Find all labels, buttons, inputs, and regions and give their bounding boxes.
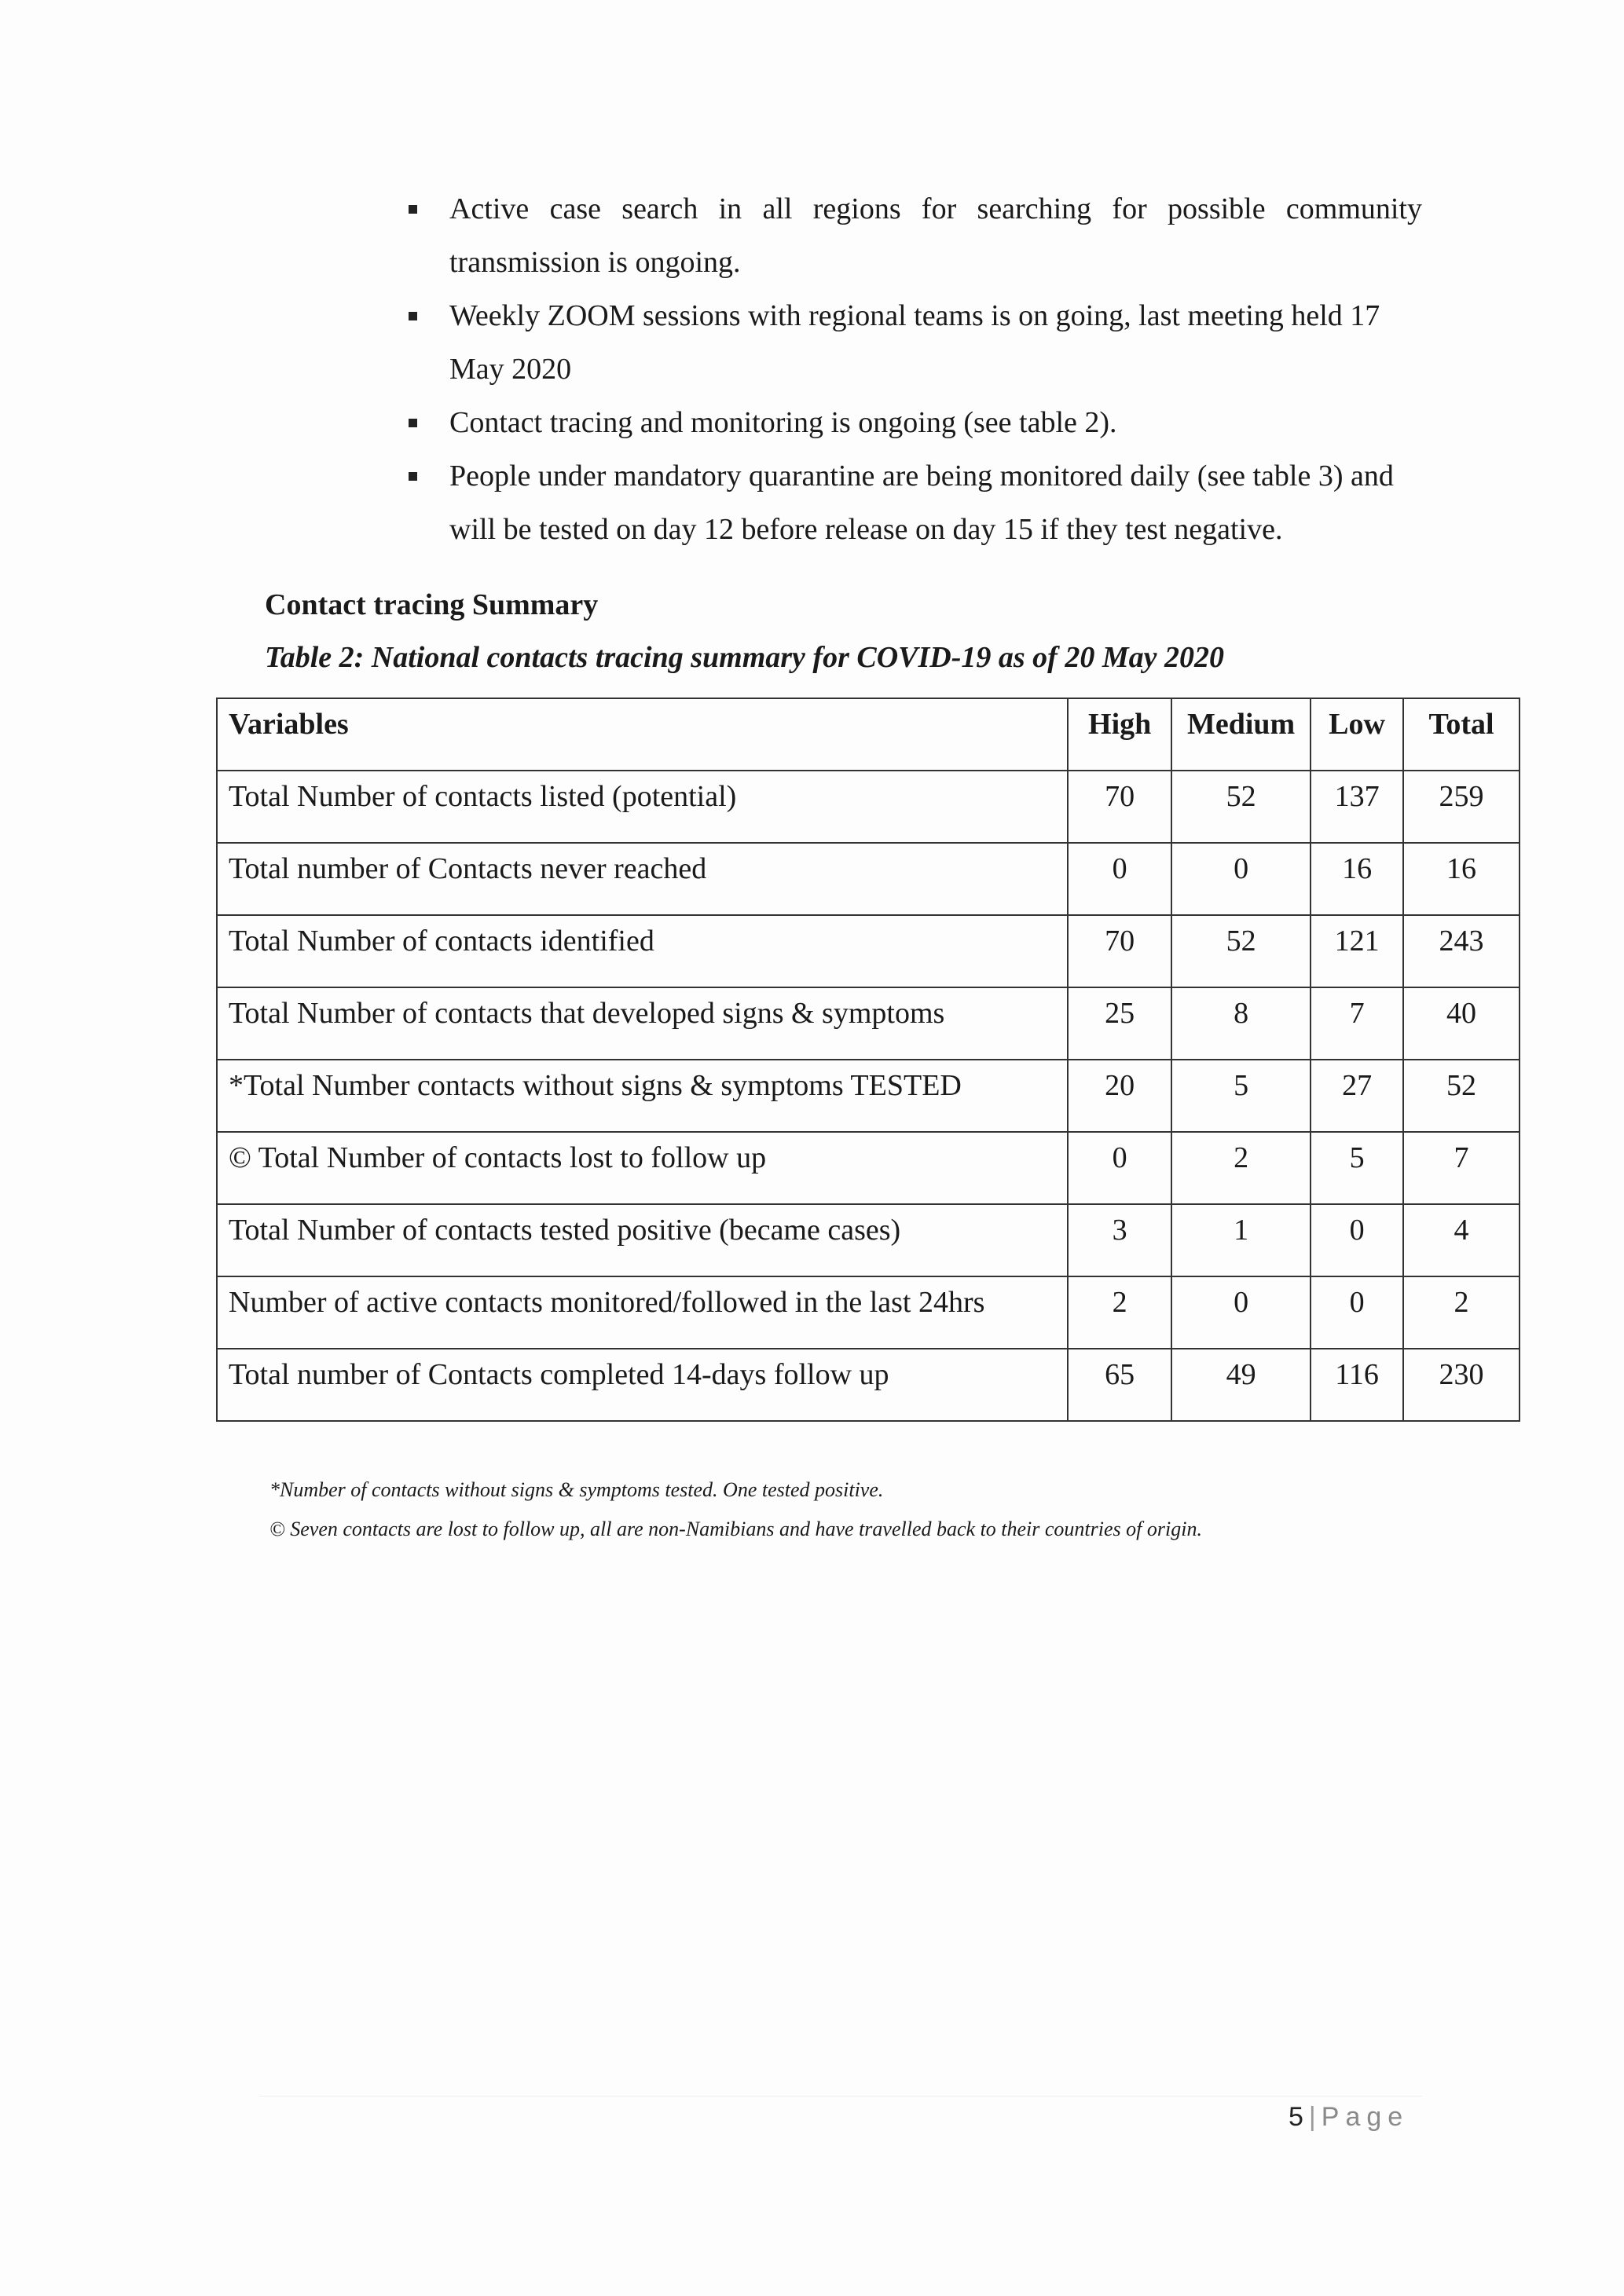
cell-variable: Total number of Contacts completed 14-days follow up <box>217 1349 1068 1421</box>
cell-low: 27 <box>1311 1060 1403 1132</box>
cell-low: 16 <box>1311 843 1403 915</box>
header-low: Low <box>1311 698 1403 771</box>
cell-high: 25 <box>1068 987 1171 1060</box>
square-bullet-icon <box>409 472 417 481</box>
cell-medium: 0 <box>1171 843 1311 915</box>
cell-total: 4 <box>1403 1204 1520 1276</box>
cell-variable: Total Number of contacts tested positive (became cases) <box>217 1204 1068 1276</box>
bullet-item <box>401 449 1422 556</box>
table-row <box>217 1132 1520 1204</box>
cell-high: 3 <box>1068 1204 1171 1276</box>
cell-variable: Total number of Contacts never reached <box>217 843 1068 915</box>
table-row <box>217 1349 1520 1421</box>
cell-high: 20 <box>1068 1060 1171 1132</box>
square-bullet-icon <box>409 205 417 214</box>
bullet-text: Contact tracing and monitoring is ongoing (see table 2). <box>449 406 1117 439</box>
cell-total: 230 <box>1403 1349 1520 1421</box>
bullet-item <box>401 182 1422 289</box>
cell-low: 5 <box>1311 1132 1403 1204</box>
cell-low: 116 <box>1311 1349 1403 1421</box>
table-row <box>217 987 1520 1060</box>
cell-high: 65 <box>1068 1349 1171 1421</box>
table-caption: Table 2: National contacts tracing summary for COVID-19 as of 20 May 2020 <box>265 641 1224 674</box>
cell-high: 2 <box>1068 1276 1171 1349</box>
cell-variable: Total Number of contacts identified <box>217 915 1068 987</box>
square-bullet-icon <box>409 419 417 427</box>
table-header-row <box>217 698 1520 771</box>
table-row <box>217 771 1520 843</box>
cell-total: 52 <box>1403 1060 1520 1132</box>
cell-variable: Total Number of contacts that developed signs & symptoms <box>217 987 1068 1060</box>
cell-high: 70 <box>1068 771 1171 843</box>
page-number-separator: | <box>1308 2102 1317 2132</box>
bullet-item <box>401 396 1422 449</box>
cell-total: 243 <box>1403 915 1520 987</box>
cell-total: 2 <box>1403 1276 1520 1349</box>
cell-medium: 0 <box>1171 1276 1311 1349</box>
cell-low: 7 <box>1311 987 1403 1060</box>
cell-medium: 52 <box>1171 915 1311 987</box>
table-row <box>217 915 1520 987</box>
bullet-item <box>401 289 1422 396</box>
cell-variable: Total Number of contacts listed (potential) <box>217 771 1068 843</box>
table-row <box>217 843 1520 915</box>
header-high: High <box>1068 698 1171 771</box>
cell-medium: 8 <box>1171 987 1311 1060</box>
cell-medium: 5 <box>1171 1060 1311 1132</box>
square-bullet-icon <box>409 312 417 320</box>
cell-high: 0 <box>1068 843 1171 915</box>
page-number <box>1289 2102 1409 2133</box>
table-row <box>217 1060 1520 1132</box>
cell-medium: 52 <box>1171 771 1311 843</box>
footnote-tested: *Number of contacts without signs & symptoms tested. One tested positive. <box>269 1478 884 1501</box>
cell-low: 137 <box>1311 771 1403 843</box>
page-word: Page <box>1321 2102 1410 2132</box>
cell-total: 16 <box>1403 843 1520 915</box>
bullet-text: People under mandatory quarantine are being monitored daily (see table 3) and will be tested on day 12 before release on day 15 if they test negative. <box>449 460 1394 546</box>
cell-total: 40 <box>1403 987 1520 1060</box>
bullet-text: Weekly ZOOM sessions with regional teams is on going, last meeting held 17 May 2020 <box>449 299 1380 386</box>
cell-medium: 2 <box>1171 1132 1311 1204</box>
cell-variable: *Total Number contacts without signs & symptoms TESTED <box>217 1060 1068 1132</box>
cell-total: 7 <box>1403 1132 1520 1204</box>
header-medium: Medium <box>1171 698 1311 771</box>
table-row <box>217 1276 1520 1349</box>
cell-variable: © Total Number of contacts lost to follow up <box>217 1132 1068 1204</box>
cell-low: 121 <box>1311 915 1403 987</box>
table-footnotes <box>269 1470 1202 1549</box>
page-number-value: 5 <box>1289 2102 1304 2132</box>
cell-high: 70 <box>1068 915 1171 987</box>
cell-high: 0 <box>1068 1132 1171 1204</box>
cell-variable: Number of active contacts monitored/followed in the last 24hrs <box>217 1276 1068 1349</box>
cell-low: 0 <box>1311 1276 1403 1349</box>
bullet-text: Active case search in all regions for searching for possible community transmission is ongoing. <box>449 192 1422 279</box>
header-total: Total <box>1403 698 1520 771</box>
table-row <box>217 1204 1520 1276</box>
section-heading: Contact tracing Summary <box>265 588 599 621</box>
cell-medium: 1 <box>1171 1204 1311 1276</box>
bullet-list <box>401 182 1422 556</box>
header-variables: Variables <box>217 698 1068 771</box>
contacts-tracing-table <box>216 698 1520 1422</box>
cell-medium: 49 <box>1171 1349 1311 1421</box>
footnote-lost-follow-up: © Seven contacts are lost to follow up, all are non-Namibians and have travelled back to their countries of origin. <box>269 1518 1202 1540</box>
cell-low: 0 <box>1311 1204 1403 1276</box>
cell-total: 259 <box>1403 771 1520 843</box>
